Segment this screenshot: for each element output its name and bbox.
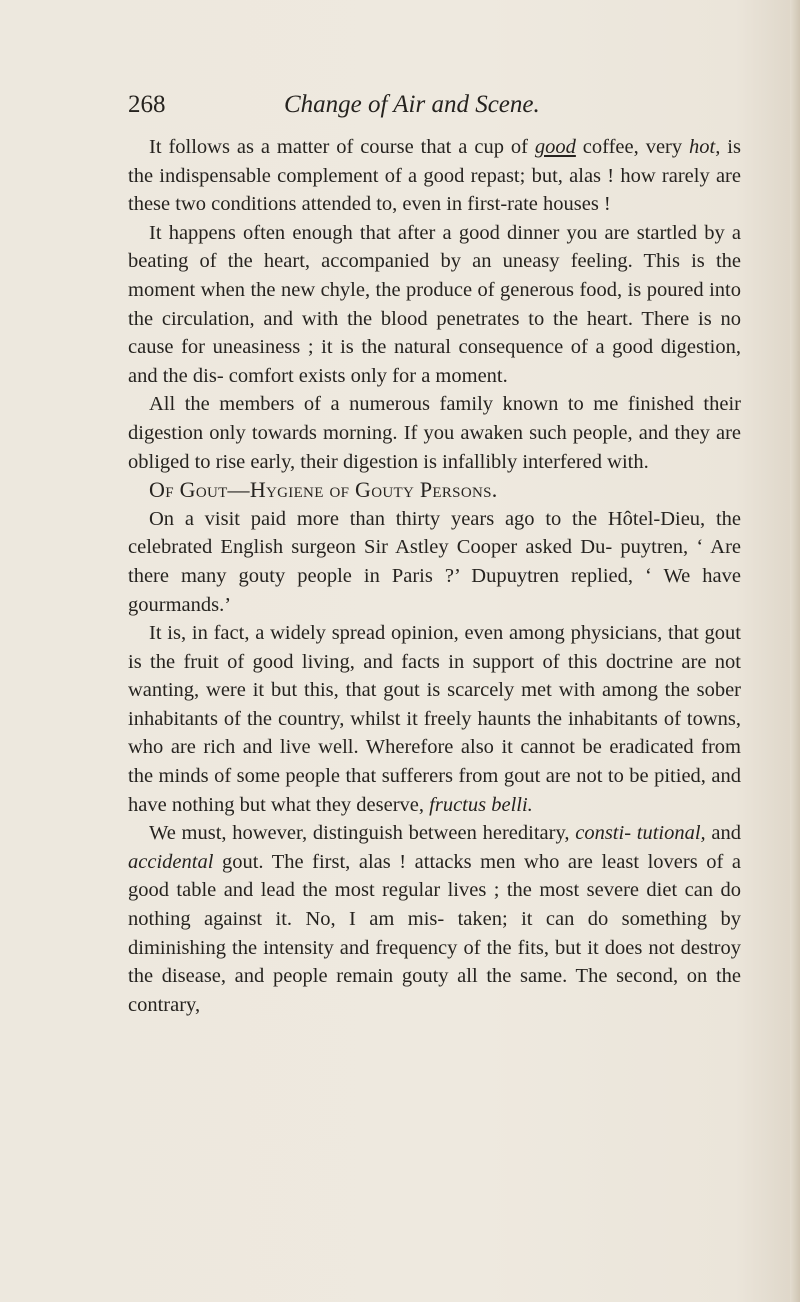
paragraph-heart: It happens often enough that after a good dinner you are startled by a beating of the heart, accompanied by an uneasy feeling. This is the moment when the new chyle, the produce of generous food, is poured into the circulation, and with the blood penetrates to the heart. There is no cause for uneasiness ; it is the natural consequence of a good digestion, and the dis- comfort exists only for a moment. (128, 221, 741, 387)
paragraph-coffee-part-1: It follows as a matter of course that a cup of (149, 136, 535, 158)
paragraph-hereditary-part-2: and (705, 822, 741, 845)
emphasis-hot: hot, (689, 136, 721, 158)
paragraph-hereditary-part-1: We must, however, distinguish between hereditary, (149, 822, 576, 845)
section-heading: Of Gout—Hygiene of Gouty Persons. (149, 477, 498, 503)
paragraph-coffee (128, 133, 741, 219)
paragraph-good-living-part-1: It is, in fact, a widely spread opinion, even among physicians, that gout is the fruit of good living, and facts in support of this doctrine are not wanting, were it but this, that gout is scarcely met with among the sober inhabitants of the country, whilst it freely haunts the inhabitants of towns, who are rich and live well. Wherefore also it cannot be eradicated from the minds of some people that sufferers from gout are not to be pitied, and have nothing but what they deserve, (128, 622, 741, 816)
paragraph-hotel-dieu: On a visit paid more than thirty years ago to the Hôtel-Dieu, the celebrated English surgeon Sir Astley Cooper asked Du- puytren, ‘ Are there many gouty people in Paris ?’ Dupuytren replied, ‘ We have gourmands.’ (128, 507, 741, 616)
paragraph-good-living (128, 619, 741, 819)
running-head (128, 88, 598, 122)
paragraph-coffee-part-3: is the indispensable complement of a good repast; but, alas ! how rarely are these two conditions attended to, even in first-rate houses ! (128, 136, 741, 216)
paragraph-coffee-part-2: coffee, very (575, 136, 690, 158)
page-edge-shadow (790, 0, 800, 1302)
body-text (128, 133, 741, 1019)
emphasis-fructus-belli: fructus belli. (429, 793, 533, 816)
emphasis-constitutional: consti- tutional, (575, 822, 706, 845)
emphasis-accidental: accidental (128, 850, 214, 873)
paragraph-family: All the members of a numerous family known to me finished their digestion only towards morning. If you awaken such people, and they are obliged to rise early, their digestion is infallibly interfered with. (128, 393, 741, 473)
page-number: 268 (128, 91, 166, 118)
paragraph-hereditary-part-3: gout. The first, alas ! attacks men who are least lovers of a good table and lead the most regular lives ; the most severe diet can do nothing against it. No, I am mis- taken; it can do something by diminishing the intensity and frequency of the fits, but it does not destroy the disease, and people remain gouty all the same. The second, on the contrary, (128, 850, 741, 1016)
emphasis-good: good (534, 136, 576, 158)
paragraph-hereditary (128, 819, 741, 1019)
running-title: Change of Air and Scene. (284, 91, 540, 118)
